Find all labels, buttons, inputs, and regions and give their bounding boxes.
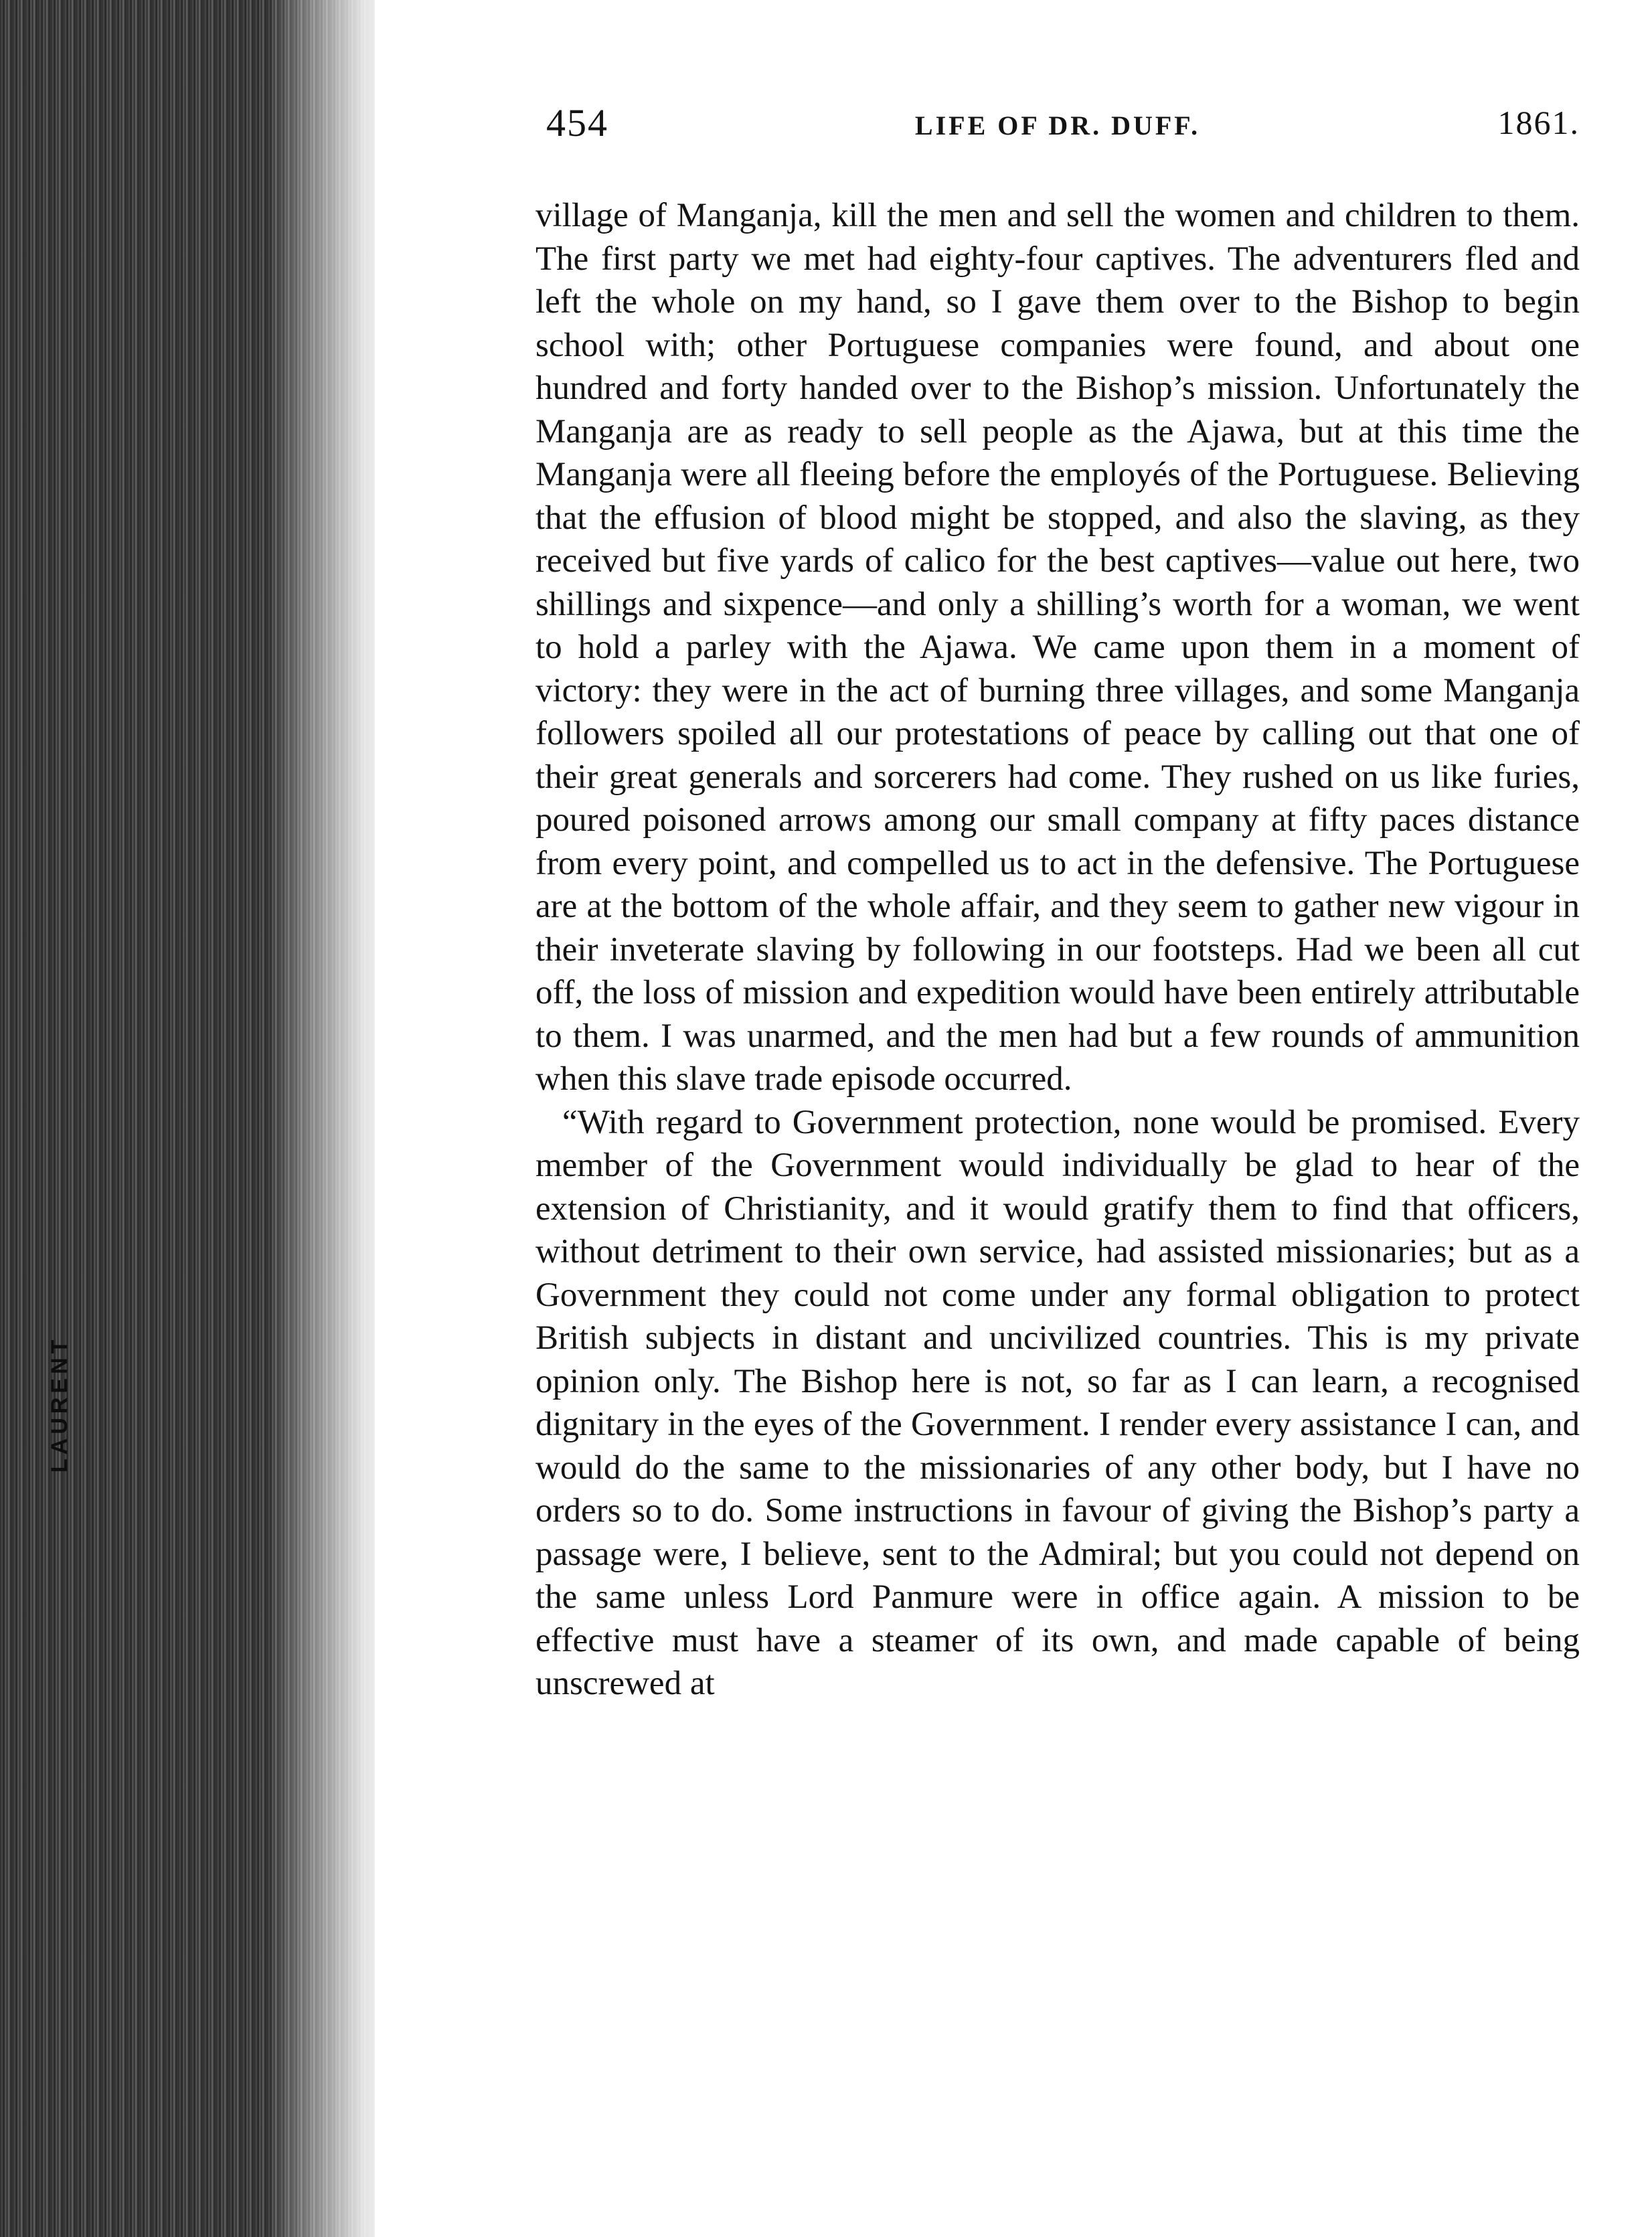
page-edge-fade (268, 0, 402, 2237)
paragraph: “With regard to Government protection, none would be promised. Every member of the Government would individually be glad to hear of the extension of Christianity, and it would gratify them to find that officers, without detriment to their own service, had assisted missionaries; but as a Government they could not come under any formal obligation to protect British subjects in distant and uncivilized countries. This is my private opinion only. The Bishop here is not, so far as I can learn, a recognised dignitary in the eyes of the Government. I render every assistance I can, and would do the same to the missionaries of any other body, but I have no orders so to do. Some instructions in favour of giving the Bishop’s party a passage were, I believe, sent to the Admiral; but you could not depend on the same unless Lord Panmure were in office again. A mission to be effective must have a steamer of its own, and made capable of being unscrewed at (535, 1103, 1580, 1702)
year-label: 1861. (1497, 104, 1580, 141)
edge-stamp-text: LAURENT (47, 1335, 72, 1473)
running-head (535, 100, 1580, 161)
paragraph: village of Manganja, kill the men and sell the women and children to them. The first party we met had eighty-four captives. The adventurers fled and left the whole on my hand, so I gave them over to the Bishop to begin school with; other Portuguese companies were found, and about one hundred and forty handed over to the Bishop’s mission. Unfortunately the Manganja are as ready to sell people as the Ajawa, but at this time the Manganja were all fleeing before the employés of the Portuguese. Believing that the effusion of blood might be stopped, and also the slaving, as they received but five yards of calico for the best captives—value out here, two shillings and sixpence—and only a shilling’s worth for a woman, we went to hold a parley with the Ajawa. We came upon them in a moment of victory: they were in the act of burning three villages, and some Manganja followers spoiled all our protestations of peace by calling out that one of their great generals and sorcerers had come. They rushed on us like furies, poured poisoned arrows among our small company at fifty paces distance from every point, and compelled us to act in the defensive. The Portuguese are at the bottom of the whole affair, and they seem to gather new vigour in their inveterate slaving by following in our footsteps. Had we been all cut off, the loss of mission and expedition would have been entirely attributable to them. I was unarmed, and the men had but a few rounds of ammunition when this slave trade episode occurred. (535, 197, 1580, 1098)
body-text (535, 194, 1580, 1706)
book-title: LIFE OF DR. DUFF. (914, 110, 1201, 141)
book-page (535, 100, 1580, 1706)
page-number: 454 (546, 101, 608, 145)
